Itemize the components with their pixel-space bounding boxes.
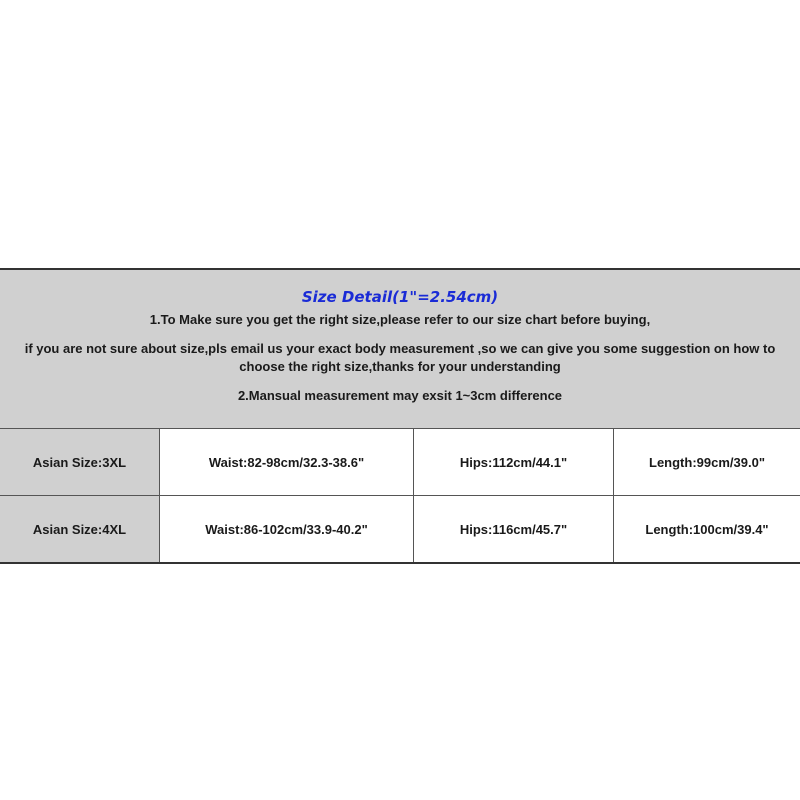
waist-cell: Waist:82-98cm/32.3-38.6" (160, 429, 414, 495)
size-label-cell: Asian Size:4XL (0, 496, 160, 562)
hips-cell: Hips:116cm/45.7" (414, 496, 614, 562)
size-detail-header (0, 270, 800, 429)
size-note-refer-chart: 1.To Make sure you get the right size,please refer to our size chart before buying, (149, 312, 651, 327)
size-label-cell: Asian Size:3XL (0, 429, 160, 495)
size-note-measurement-difference: 2.Mansual measurement may exsit 1~3cm difference (237, 388, 563, 403)
size-chart-table (0, 268, 800, 564)
length-cell: Length:99cm/39.0" (614, 429, 800, 495)
table-row (0, 496, 800, 562)
size-detail-title: Size Detail(1"=2.54cm) (301, 288, 499, 306)
waist-cell: Waist:86-102cm/33.9-40.2" (160, 496, 414, 562)
table-row (0, 429, 800, 496)
length-cell: Length:100cm/39.4" (614, 496, 800, 562)
hips-cell: Hips:112cm/44.1" (414, 429, 614, 495)
size-note-email-measurement: if you are not sure about size,pls email us your exact body measurement ,so we can give you some suggestion on how to choose the right size,thanks for your understanding (24, 341, 776, 374)
